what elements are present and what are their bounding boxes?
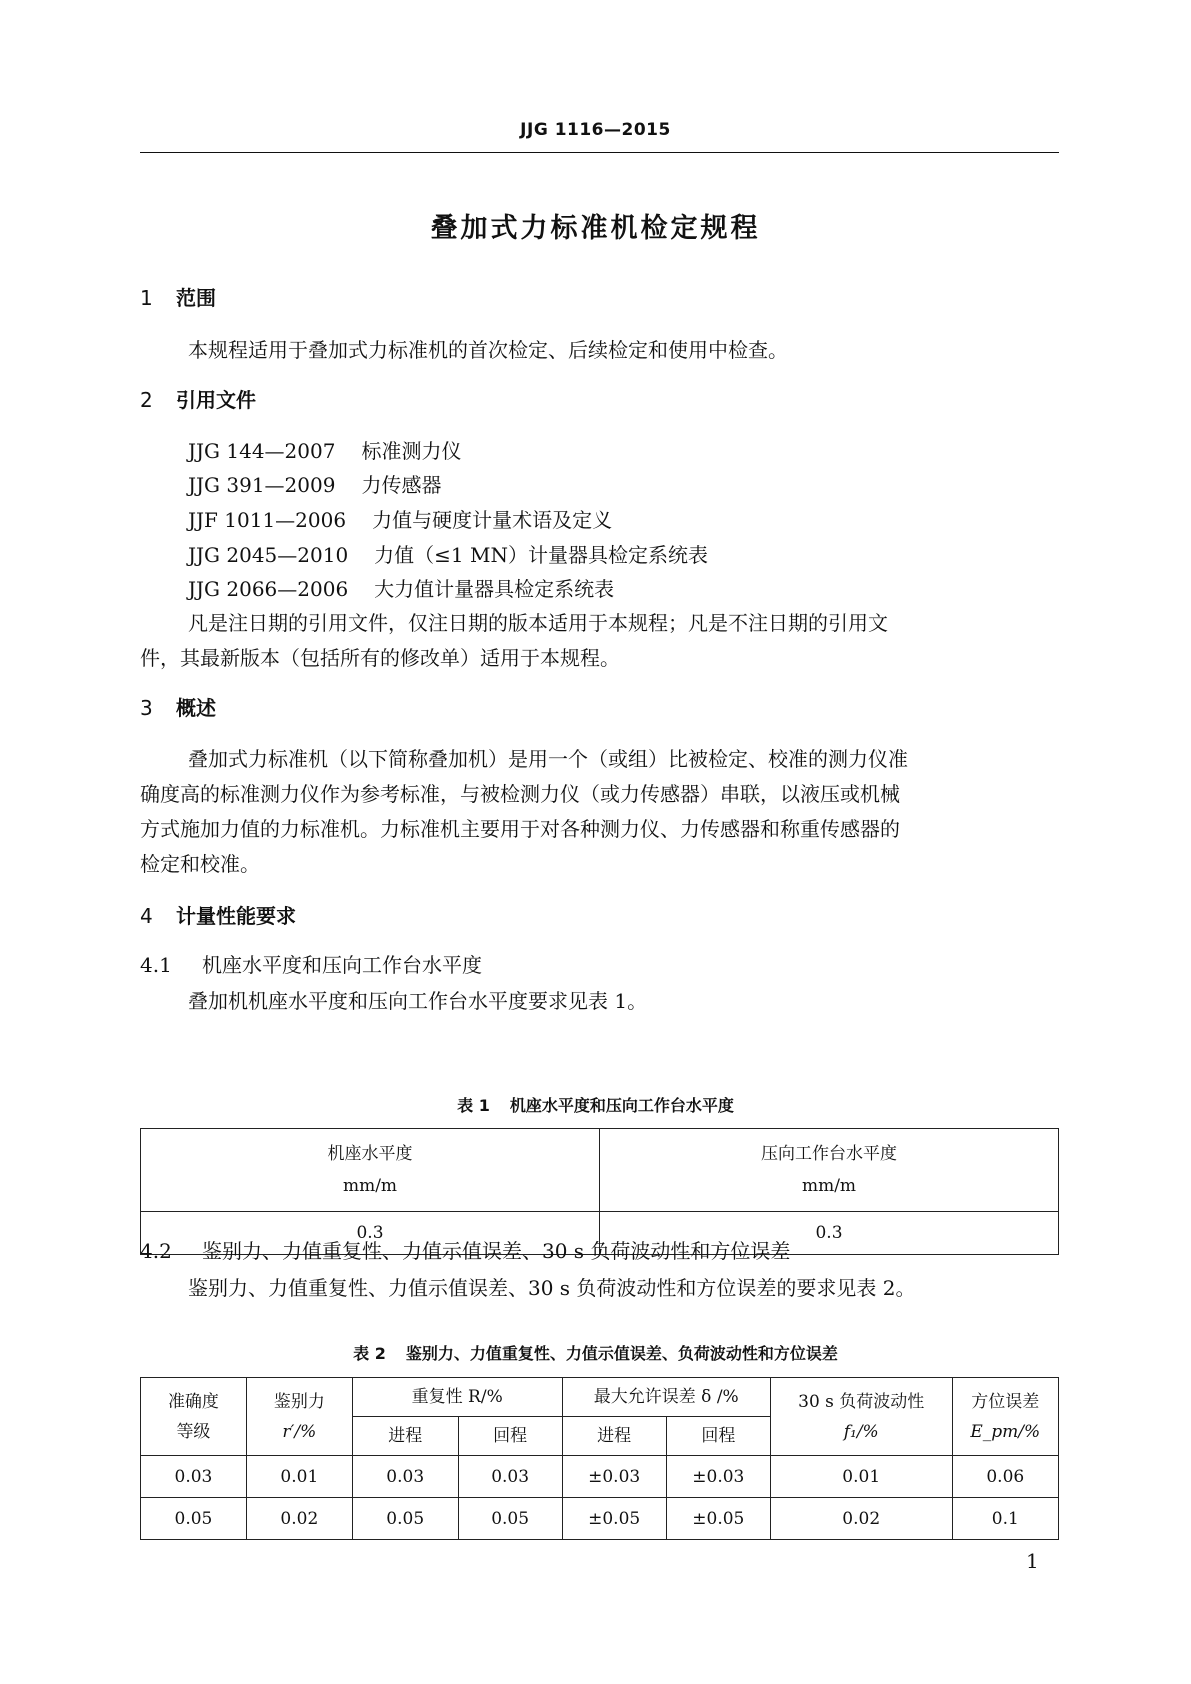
table-cell: 0.01: [246, 1456, 352, 1498]
section-2-heading: [140, 384, 256, 413]
reference-name: 大力值计量器具检定系统表: [374, 577, 615, 601]
caption-number: 表 2: [353, 1344, 386, 1363]
table-header-cell: [600, 1129, 1059, 1212]
table-header-cell: [246, 1378, 352, 1456]
section-title: 计量性能要求: [176, 904, 296, 928]
reference-item: [188, 573, 614, 602]
reference-note-line: 凡是注日期的引用文件，仅注日期的版本适用于本规程；凡是不注日期的引用文: [188, 611, 888, 635]
section-number: 4: [140, 904, 153, 928]
overview-line: 确度高的标准测力仪作为参考标准，与被检测力仪（或力传感器）串联，以液压或机械: [140, 782, 900, 806]
overview-line: 叠加式力标准机（以下简称叠加机）是用一个（或组）比被检定、校准的测力仪准: [188, 747, 908, 771]
header-line: 30 s 负荷波动性: [798, 1391, 925, 1412]
header-line: f₁/%: [843, 1421, 879, 1442]
header-line: r′/%: [282, 1421, 317, 1442]
overview-line: 方式施加力值的力标准机。力标准机主要用于对各种测力仪、力传感器和称重传感器的: [140, 817, 900, 841]
caption-title: 鉴别力、力值重复性、力值示值误差、负荷波动性和方位误差: [405, 1344, 838, 1363]
reference-item: [188, 435, 461, 464]
table-cell: ±0.05: [666, 1498, 770, 1540]
caption-title: 机座水平度和压向工作台水平度: [509, 1096, 734, 1115]
table-subheader-cell: 回程: [666, 1417, 770, 1456]
table-subheader-cell: 进程: [352, 1417, 458, 1456]
table-row: [141, 1498, 1059, 1540]
reference-note-line: 件，其最新版本（包括所有的修改单）适用于本规程。: [140, 646, 620, 670]
table-header-cell: [141, 1129, 600, 1212]
reference-name: 力传感器: [361, 473, 442, 497]
section-number: 1: [140, 286, 153, 310]
reference-name: 力值与硬度计量术语及定义: [372, 508, 613, 532]
table-header-cell: 重复性 R/%: [352, 1378, 562, 1417]
document-code-header: JJG 1116—2015: [520, 120, 671, 140]
reference-code: JJG 2066—2006: [188, 577, 349, 601]
header-line: 方位误差: [971, 1391, 1040, 1412]
reference-code: JJG 391—2009: [188, 473, 336, 497]
header-unit: mm/m: [801, 1176, 857, 1196]
section-number: 3: [140, 696, 153, 720]
header-line: E_pm/%: [970, 1421, 1041, 1442]
table-cell: 0.06: [952, 1456, 1058, 1498]
reference-item: [188, 539, 708, 568]
table-header-cell: [141, 1378, 247, 1456]
table-subheader-cell: 进程: [562, 1417, 666, 1456]
table-cell: 0.02: [246, 1498, 352, 1540]
reference-code: JJF 1011—2006: [188, 508, 347, 532]
header-line: 等级: [176, 1421, 211, 1442]
reference-code: JJG 2045—2010: [188, 543, 349, 567]
reference-name: 力值（≤1 MN）计量器具检定系统表: [374, 543, 708, 567]
header-name: 机座水平度: [327, 1144, 413, 1164]
subsection-4-1-text: 叠加机机座水平度和压向工作台水平度要求见表 1。: [188, 989, 648, 1013]
subsection-number: 4.1: [140, 953, 172, 977]
section-title: 概述: [176, 696, 216, 720]
table-row: [141, 1456, 1059, 1498]
reference-name: 标准测力仪: [361, 439, 462, 463]
section-title: 范围: [176, 286, 216, 310]
table-cell: 0.03: [352, 1456, 458, 1498]
reference-item: [188, 469, 441, 498]
section-1-text: 本规程适用于叠加式力标准机的首次检定、后续检定和使用中检查。: [188, 338, 788, 362]
table-1-caption: [0, 1093, 1191, 1116]
reference-code: JJG 144—2007: [188, 439, 336, 463]
header-divider: [140, 152, 1059, 153]
table-2-caption: [0, 1341, 1191, 1364]
table-cell: ±0.05: [562, 1498, 666, 1540]
subsection-title: 鉴别力、力值重复性、力值示值误差、30 s 负荷波动性和方位误差: [202, 1239, 791, 1263]
overview-line: 检定和校准。: [140, 852, 260, 876]
header-line: 准确度: [167, 1391, 219, 1412]
table-header-cell: [952, 1378, 1058, 1456]
section-number: 2: [140, 388, 153, 412]
caption-number: 表 1: [457, 1096, 490, 1115]
table-cell: 0.3: [141, 1212, 600, 1255]
table-cell: 0.02: [770, 1498, 952, 1540]
subsection-title: 机座水平度和压向工作台水平度: [202, 953, 482, 977]
table-header-cell: [770, 1378, 952, 1456]
header-unit: mm/m: [342, 1176, 398, 1196]
table-cell: 0.01: [770, 1456, 952, 1498]
table-header-cell: 最大允许误差 δ /%: [562, 1378, 770, 1417]
table-header-row: [141, 1129, 1059, 1212]
page-title: 叠加式力标准机检定规程: [430, 213, 761, 244]
header-line: 鉴别力: [273, 1391, 325, 1412]
section-title: 引用文件: [176, 388, 256, 412]
table-cell: 0.05: [352, 1498, 458, 1540]
table-cell: 0.03: [141, 1456, 247, 1498]
subsection-number: 4.2: [140, 1239, 172, 1263]
subsection-4-1-heading: [140, 949, 482, 978]
page-number: 1: [1026, 1549, 1039, 1573]
table-subheader-cell: 回程: [458, 1417, 562, 1456]
table-cell: 0.3: [600, 1212, 1059, 1255]
subsection-4-2-heading: [140, 1235, 790, 1264]
reference-item: [188, 504, 612, 533]
subsection-4-2-text: 鉴别力、力值重复性、力值示值误差、30 s 负荷波动性和方位误差的要求见表 2。: [188, 1276, 916, 1300]
section-1-heading: [140, 282, 216, 311]
header-name: 压向工作台水平度: [761, 1144, 897, 1164]
table-header-row: [141, 1378, 1059, 1417]
table-cell: 0.05: [141, 1498, 247, 1540]
section-3-heading: [140, 692, 216, 721]
table-cell: 0.1: [952, 1498, 1058, 1540]
table-cell: ±0.03: [666, 1456, 770, 1498]
table-cell: ±0.03: [562, 1456, 666, 1498]
table-cell: 0.05: [458, 1498, 562, 1540]
section-4-heading: [140, 900, 296, 929]
table-cell: 0.03: [458, 1456, 562, 1498]
table-2: [140, 1377, 1059, 1540]
